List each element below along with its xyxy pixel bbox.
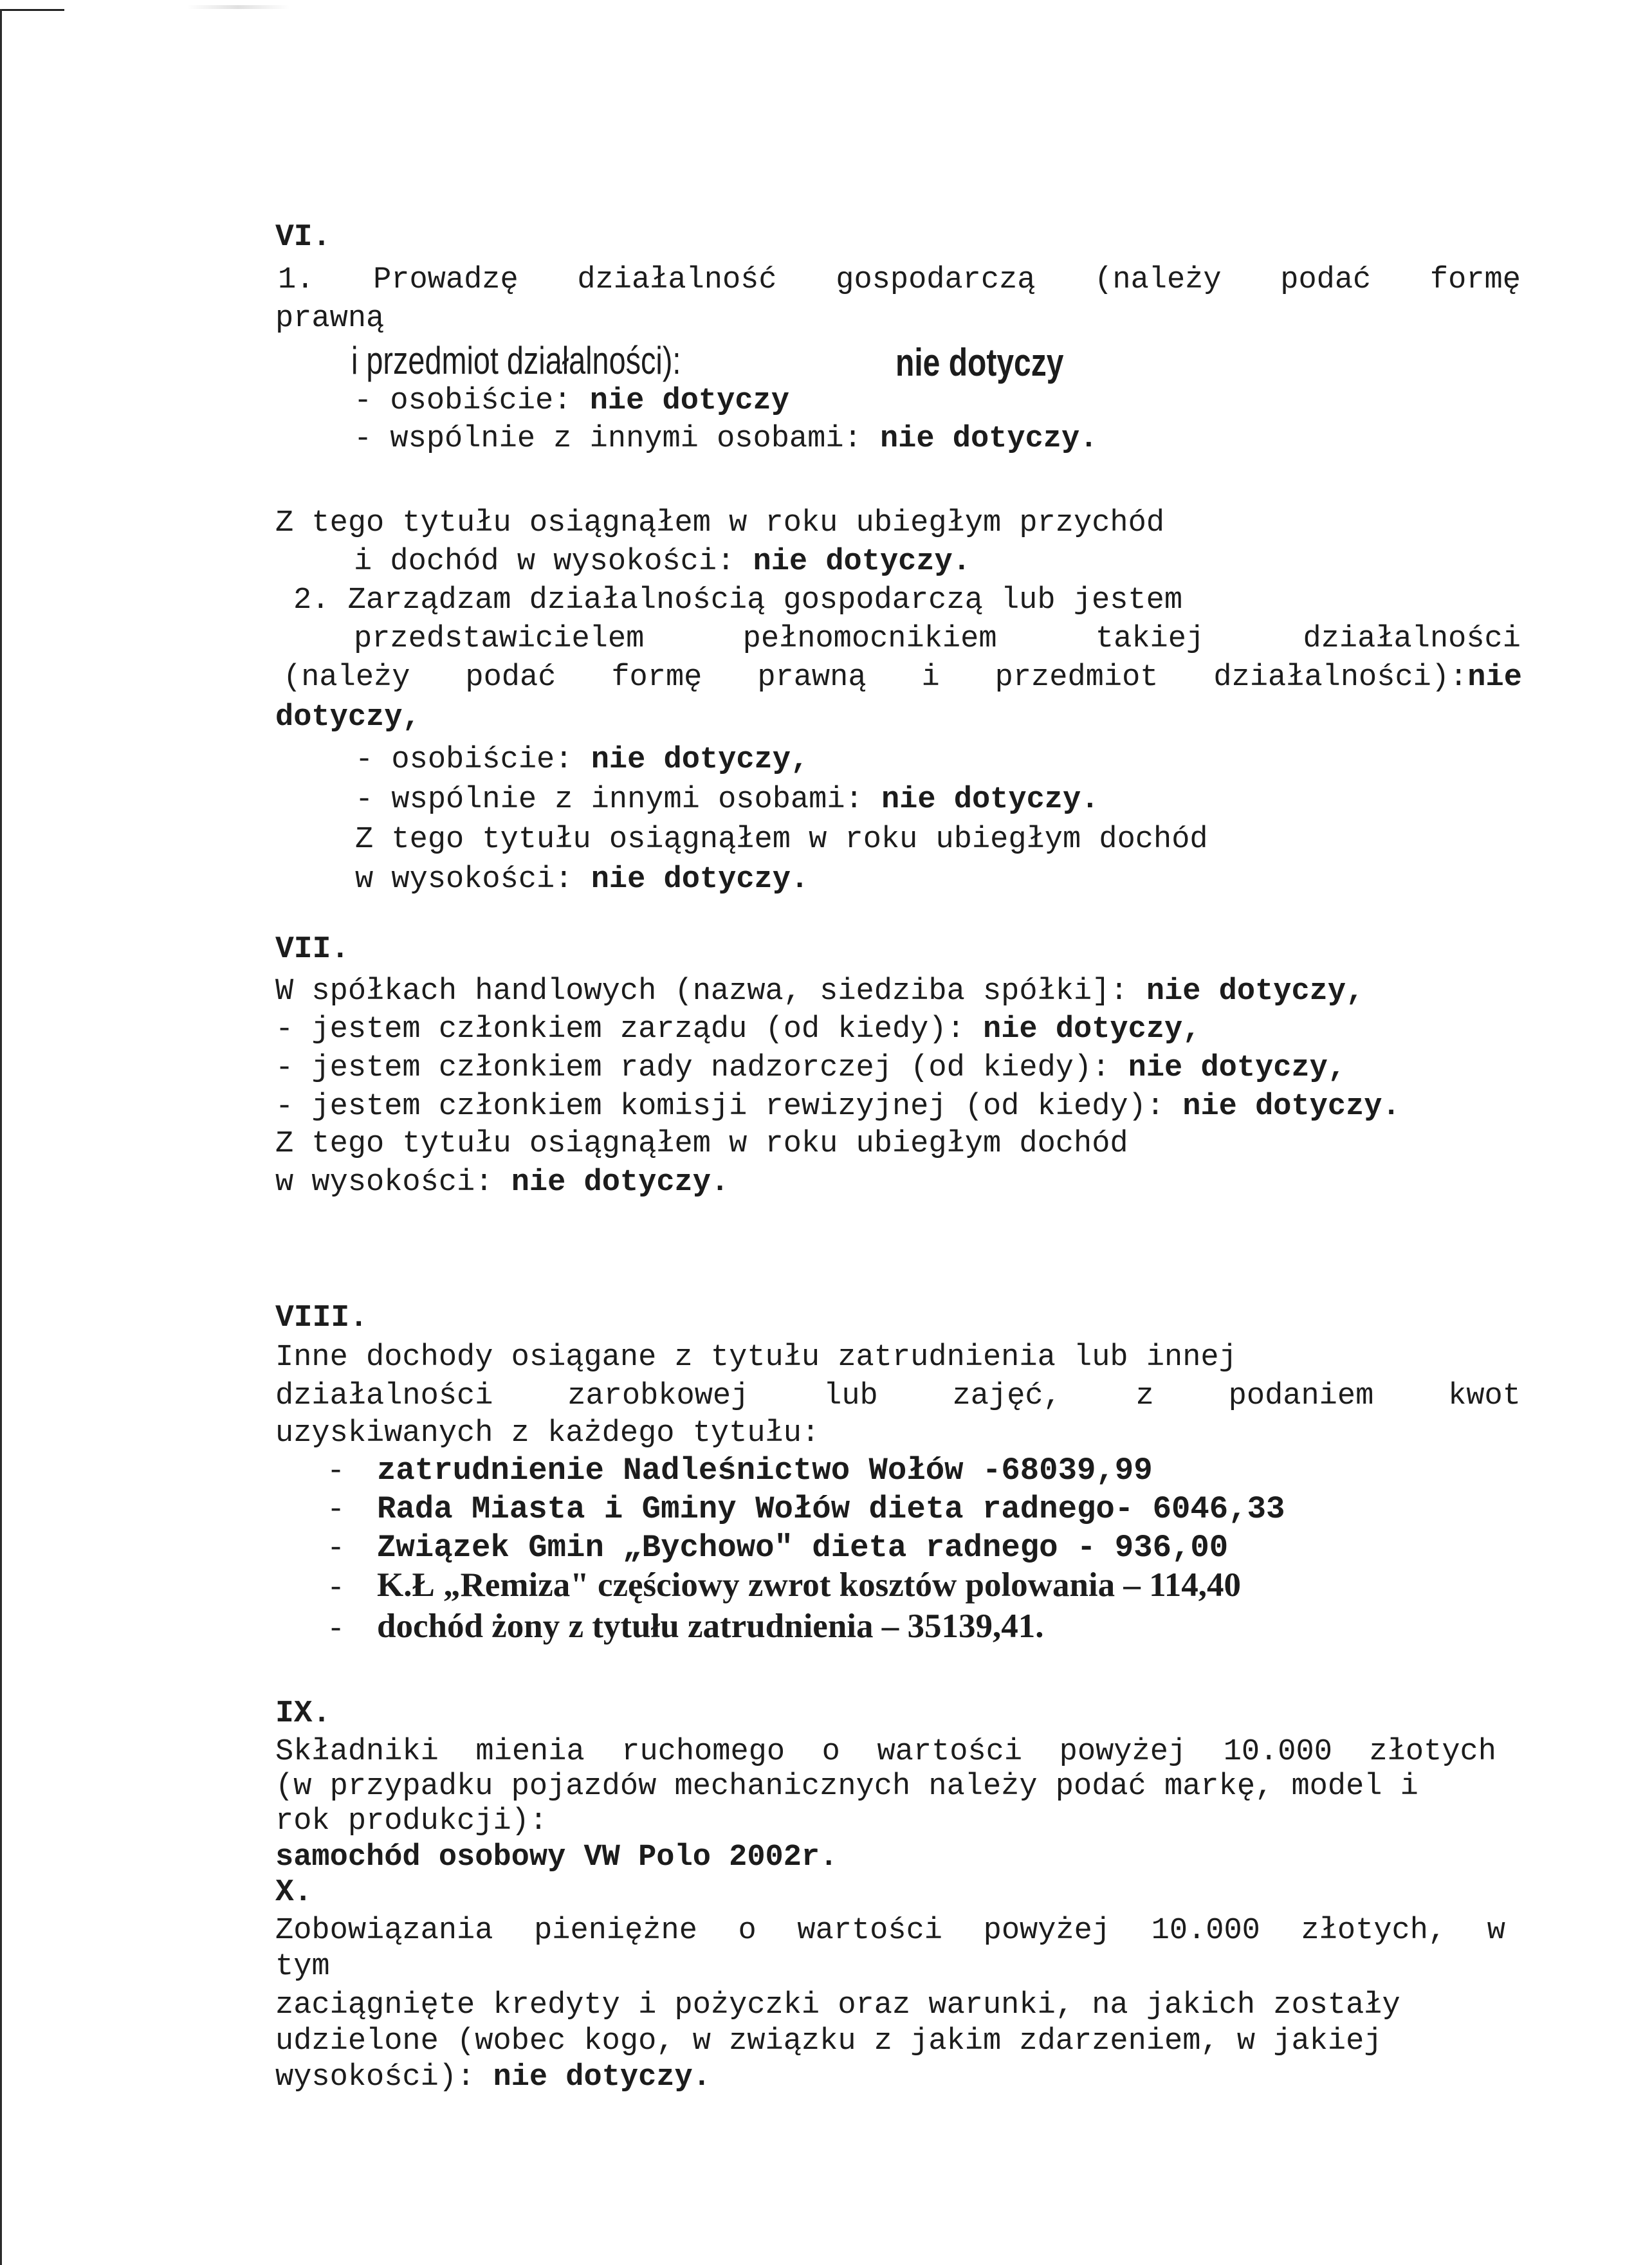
income-item: zatrudnienie Nadleśnictwo Wołów -68039,99 [377, 1453, 1153, 1489]
section-x-heading: X. [275, 1875, 313, 1910]
income-item: Związek Gmin „Bychowo" dieta radnego - 936,00 [377, 1530, 1229, 1566]
income-item: dochód żony z tytułu zatrudnienia – 35139,41. [377, 1608, 1044, 1645]
scan-edge-mark [0, 9, 64, 11]
income-item-dash: - [327, 1454, 345, 1489]
income-item-dash: - [327, 1532, 345, 1566]
section-vii-line4: - jestem członkiem komisji rewizyjnej (od kiedy): nie dotyczy. [275, 1090, 1400, 1124]
section-ix-line1: Składniki mienia ruchomego o wartości powyżej 10.000 złotych [275, 1735, 1496, 1769]
section-vi-p1-line2-value: nie dotyczy [895, 341, 1064, 384]
section-ix-line3: rok produkcji): [275, 1804, 548, 1839]
section-vi-p2-line4: dotyczy, [275, 701, 421, 735]
income-item: K.Ł „Remiza" częściowy zwrot kosztów polowania – 114,40 [377, 1566, 1241, 1604]
income-item-dash: - [327, 1613, 345, 1647]
section-x-line3: udzielone (wobec kogo, w związku z jakim zdarzeniem, w jakiej [275, 2024, 1382, 2059]
section-vi-p2-line3: (należy podać formę prawną i przedmiot działalności):nie [283, 661, 1522, 695]
section-x-line1: Zobowiązania pieniężne o wartości powyżej 10.000 złotych, w [275, 1914, 1505, 1948]
section-x-line4: wysokości): nie dotyczy. [275, 2060, 711, 2095]
section-vi-p2-osobiscie: - osobiście: nie dotyczy, [355, 743, 809, 777]
section-ix-line2: (w przypadku pojazdów mechanicznych należy podać markę, model i [275, 1770, 1418, 1804]
income-item-dash: - [327, 1493, 345, 1527]
section-vi-p2-income-line2: w wysokości: nie dotyczy. [355, 863, 809, 897]
section-vi-p1-line2: i przedmiot działalności): [351, 339, 681, 382]
section-viii-line1: Inne dochody osiągane z tytułu zatrudnienia lub innej [275, 1341, 1237, 1375]
section-vi-p2-income-line1: Z tego tytułu osiągnąłem w roku ubiegłym dochód [355, 823, 1208, 857]
section-vi-p1-wspolnie: - wspólnie z innymi osobami: nie dotyczy. [354, 422, 1098, 456]
section-vi-p2-line1: 2. Zarządzam działalnością gospodarczą lub jestem [293, 583, 1183, 618]
section-vi-p1-osobiscie: - osobiście: nie dotyczy [354, 384, 789, 418]
section-ix-heading: IX. [275, 1696, 331, 1731]
section-ix-value: samochód osobowy VW Polo 2002r. [275, 1840, 838, 1875]
section-vii-line6: w wysokości: nie dotyczy. [275, 1166, 730, 1200]
section-vi-p1-income-line2: i dochód w wysokości: nie dotyczy. [354, 545, 971, 579]
section-vii-heading: VII. [275, 932, 350, 967]
section-x-line2: zaciągnięte kredyty i pożyczki oraz warunki, na jakich zostały [275, 1988, 1400, 2022]
section-vii-line1: W spółkach handlowych (nazwa, siedziba spółki]: nie dotyczy, [275, 975, 1364, 1009]
section-x-wrap: tym [275, 1950, 330, 1984]
section-vii-line5: Z tego tytułu osiągnąłem w roku ubiegłym dochód [275, 1127, 1128, 1161]
section-viii-line2: działalności zarobkowej lub zajęć, z podaniem kwot [275, 1379, 1521, 1413]
income-item-dash: - [327, 1572, 345, 1606]
section-vi-p1-wrap: prawną [275, 302, 385, 336]
section-vi-p1-income-line1: Z tego tytułu osiągnąłem w roku ubiegłym przychód [275, 506, 1165, 540]
scan-edge-line [0, 9, 2, 2265]
section-vi-heading: VI. [275, 220, 331, 255]
section-viii-line3: uzyskiwanych z każdego tytułu: [275, 1417, 820, 1451]
section-vi-p2-line2: przedstawicielem pełnomocnikiem takiej działalności [354, 622, 1521, 656]
section-viii-heading: VIII. [275, 1301, 369, 1335]
section-vii-line2: - jestem członkiem zarządu (od kiedy): nie dotyczy, [275, 1013, 1201, 1047]
income-item: Rada Miasta i Gminy Wołów dieta radnego- 6046,33 [377, 1491, 1285, 1527]
section-vi-p1-line1: 1. Prowadzę działalność gospodarczą (należy podać formę [278, 263, 1521, 297]
scan-smudge [187, 5, 289, 9]
section-vi-p2-wspolnie: - wspólnie z innymi osobami: nie dotyczy. [355, 783, 1099, 817]
section-vii-line3: - jestem członkiem rady nadzorczej (od kiedy): nie dotyczy, [275, 1051, 1346, 1085]
